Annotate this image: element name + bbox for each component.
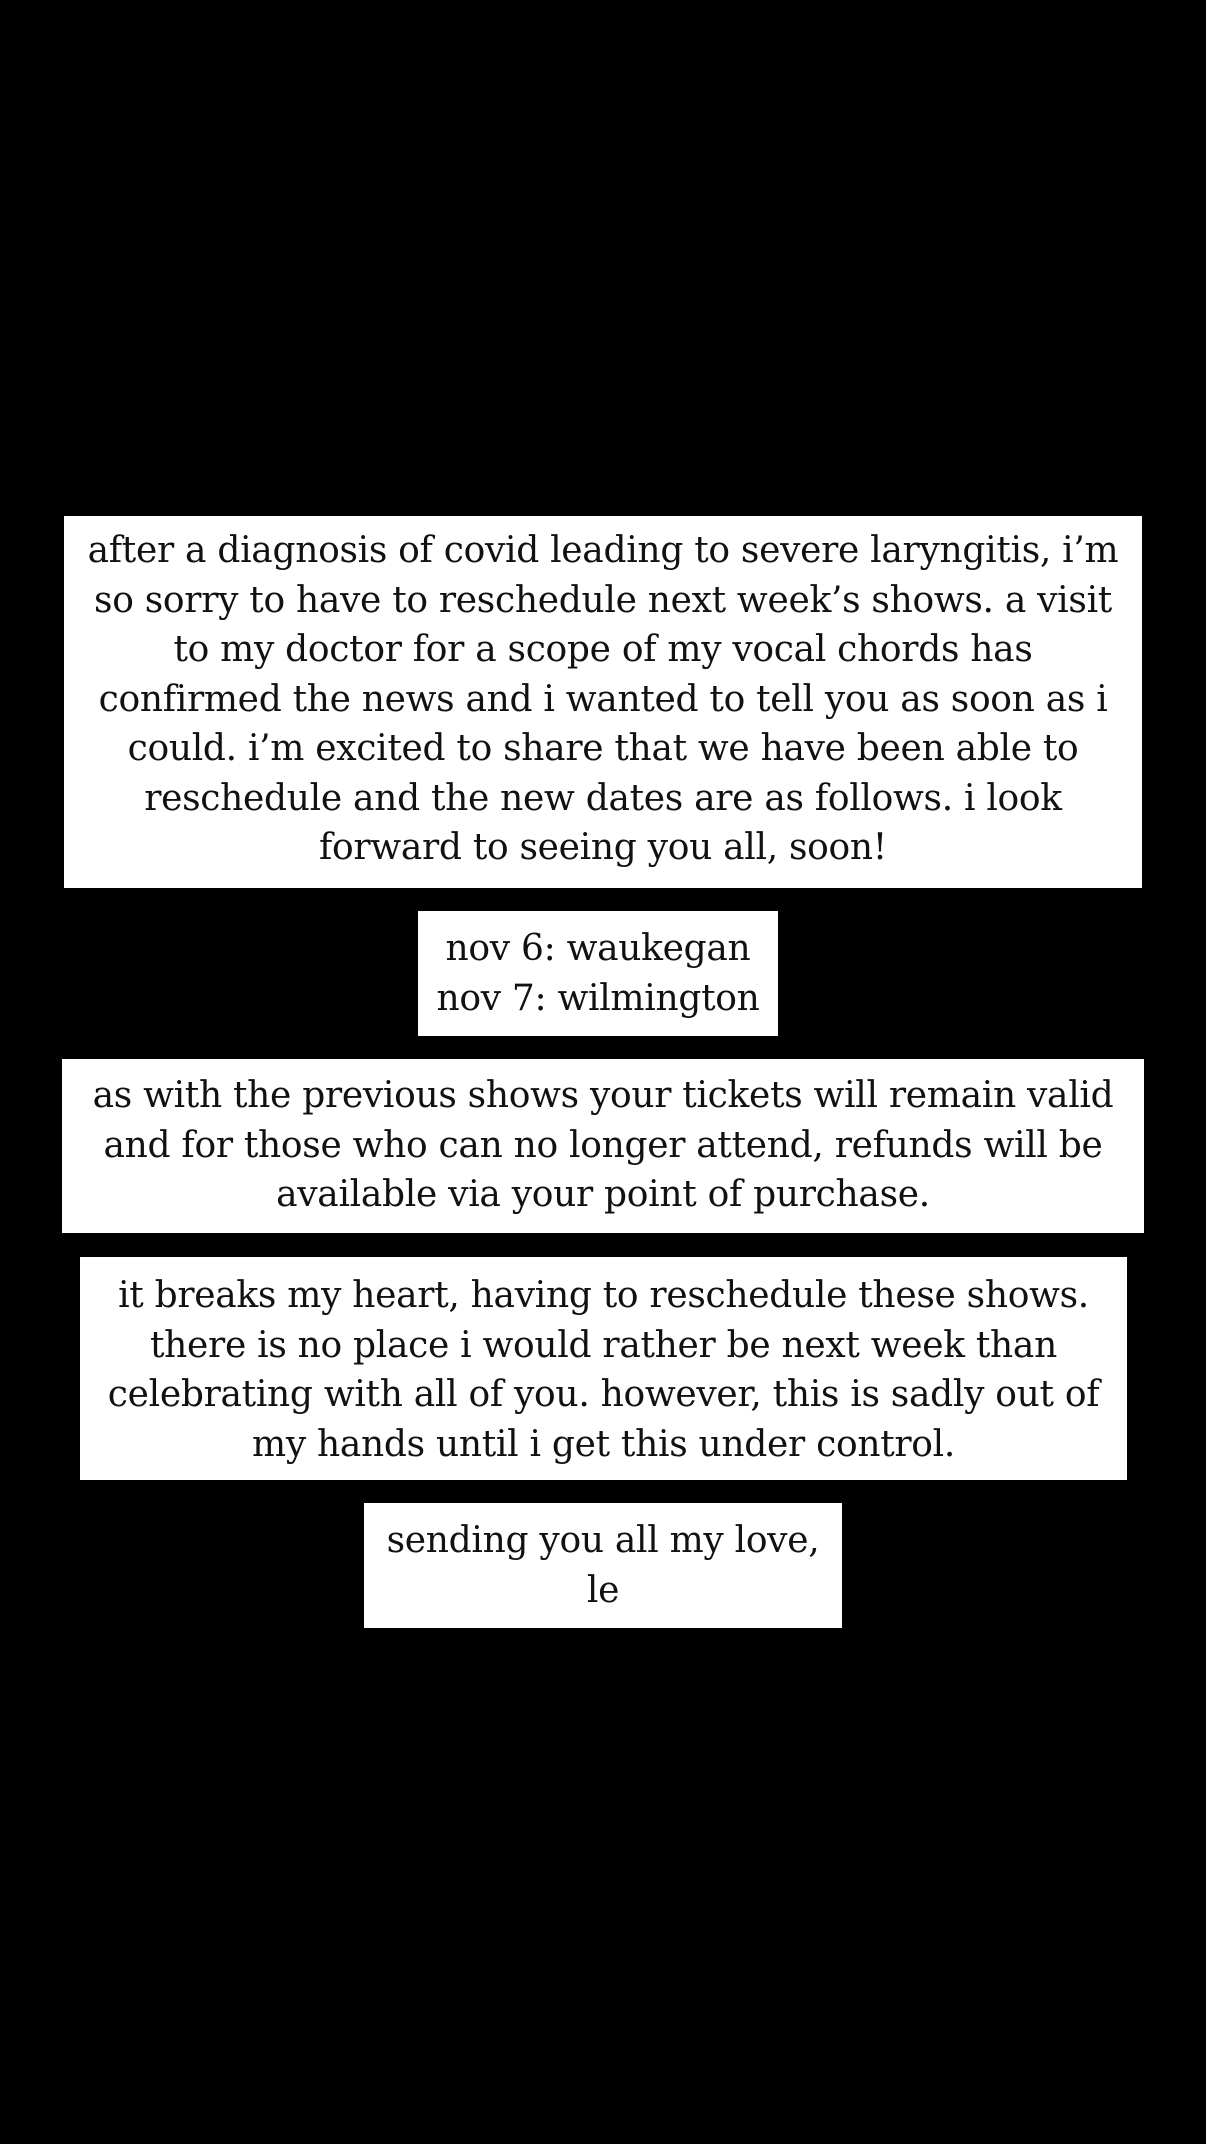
paragraph-line: my hands until i get this under control. (251, 1423, 956, 1465)
paragraph-line: available via your point of purchase. (276, 1174, 930, 1215)
paragraph-line: reschedule and the new dates are as follows. i look (144, 777, 1062, 819)
dates-block (418, 911, 778, 1036)
signature: le (586, 1569, 620, 1611)
paragraph-line: as with the previous shows your tickets will remain valid (92, 1075, 1114, 1116)
heart-paragraph-block (80, 1257, 1127, 1480)
paragraph-line: confirmed the news and i wanted to tell you as soon as i (98, 678, 1108, 720)
date-item-waukegan: nov 6: waukegan (445, 928, 751, 969)
date-item-wilmington: nov 7: wilmington (436, 977, 760, 1019)
paragraph-line: and for those who can no longer attend, refunds will be (103, 1124, 1103, 1166)
paragraph-line: could. i’m excited to share that we have been able to (127, 728, 1079, 769)
paragraph-line: after a diagnosis of covid leading to severe laryngitis, i’m (87, 530, 1119, 571)
tickets-paragraph-block (62, 1059, 1144, 1233)
paragraph-line: so sorry to have to reschedule next week’s shows. a visit (94, 579, 1112, 621)
paragraph-line: celebrating with all of you. however, this is sadly out of (107, 1374, 1100, 1415)
paragraph-line: there is no place i would rather be next week than (150, 1324, 1057, 1366)
signoff-line: sending you all my love, (386, 1520, 820, 1561)
paragraph-line: it breaks my heart, having to reschedule these shows. (118, 1275, 1089, 1316)
paragraph-line: to my doctor for a scope of my vocal chords has (173, 629, 1033, 670)
signoff-block (364, 1503, 842, 1628)
announcement-paragraph-block (64, 516, 1142, 888)
paragraph-line: forward to seeing you all, soon! (319, 827, 887, 868)
